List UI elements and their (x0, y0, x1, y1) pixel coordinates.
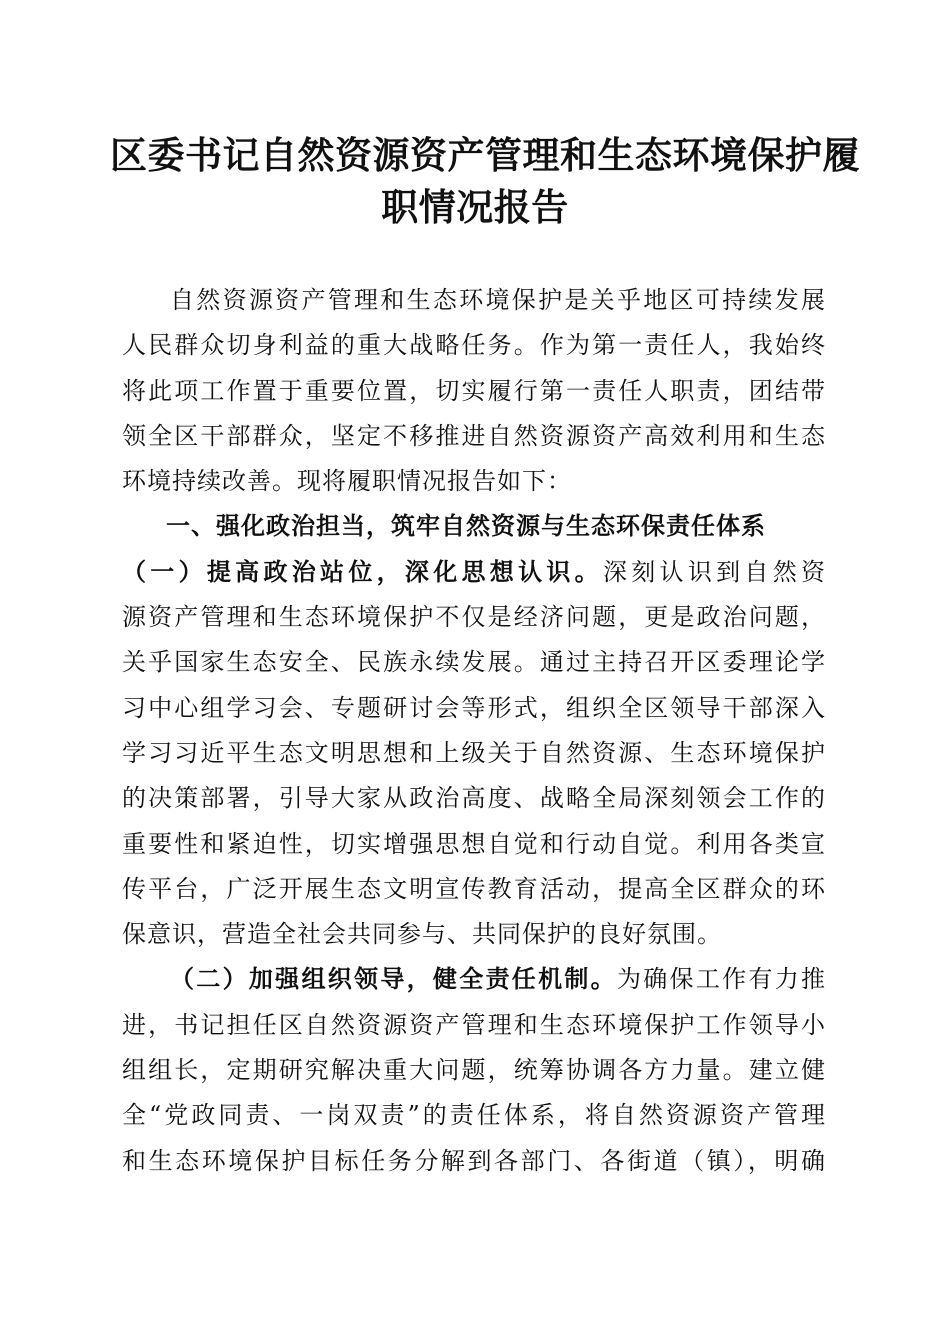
paragraph-line: 保意识，营造全社会共同参与、共同保护的良好氛围。 (122, 920, 722, 949)
page-title (110, 130, 860, 234)
section-heading: 一、强化政治担当，筑牢自然资源与生态环保责任体系 (166, 512, 766, 541)
paragraph-line: 学习习近平生态文明思想和上级关于自然资源、生态环境保护 (122, 738, 826, 767)
intro-line: 将此项工作置于重要位置，切实履行第一责任人职责，团结带 (122, 376, 826, 405)
paragraph-line: 进，书记担任区自然资源资产管理和生态环境保护工作领导小 (122, 1010, 826, 1039)
paragraph-line (122, 957, 826, 1002)
paragraph-line (122, 550, 826, 595)
intro-line: 环境持续改善。现将履职情况报告如下： (122, 467, 572, 496)
title-line-2: 职情况报告 (381, 186, 569, 229)
paragraph-text: 深刻认识到自然资 (602, 557, 827, 586)
subsection-title: （一）提高政治站位，深化思想认识。 (122, 557, 603, 586)
paragraph-line: 和生态环境保护目标任务分解到各部门、各街道（镇），明确 (122, 1146, 826, 1175)
paragraph-line: 源资产管理和生态环境保护不仅是经济问题，更是政治问题， (122, 603, 826, 632)
paragraph-text: 为确保工作有力推 (616, 965, 827, 994)
paragraph-line: 重要性和紧迫性，切实增强思想自觉和行动自觉。利用各类宣 (122, 829, 826, 858)
paragraph-line: 的决策部署，引导大家从政治高度、战略全局深刻领会工作的 (122, 784, 826, 813)
paragraph-line: 全“党政同责、一岗双责”的责任体系，将自然资源资产管理 (122, 1101, 826, 1130)
title-line-1: 区委书记自然资源资产管理和生态环境保护履 (110, 134, 860, 177)
paragraph-line: 习中心组学习会、专题研讨会等形式，组织全区领导干部深入 (122, 693, 826, 722)
subsection-title: （二）加强组织领导，健全责任机制。 (170, 965, 617, 994)
paragraph-line: 传平台，广泛开展生态文明宣传教育活动，提高全区群众的环 (122, 874, 826, 903)
intro-line: 自然资源资产管理和生态环境保护是关乎地区可持续发展 (170, 286, 826, 314)
intro-line: 人民群众切身利益的重大战略任务。作为第一责任人，我始终 (122, 331, 826, 360)
paragraph-line: 关乎国家生态安全、民族永续发展。通过主持召开区委理论学 (122, 648, 826, 677)
document-body (122, 278, 826, 1184)
intro-line: 领全区干部群众，坚定不移推进自然资源资产高效利用和生态 (122, 421, 826, 450)
paragraph-line: 组组长，定期研究解决重大问题，统筹协调各方力量。建立健 (122, 1056, 826, 1085)
